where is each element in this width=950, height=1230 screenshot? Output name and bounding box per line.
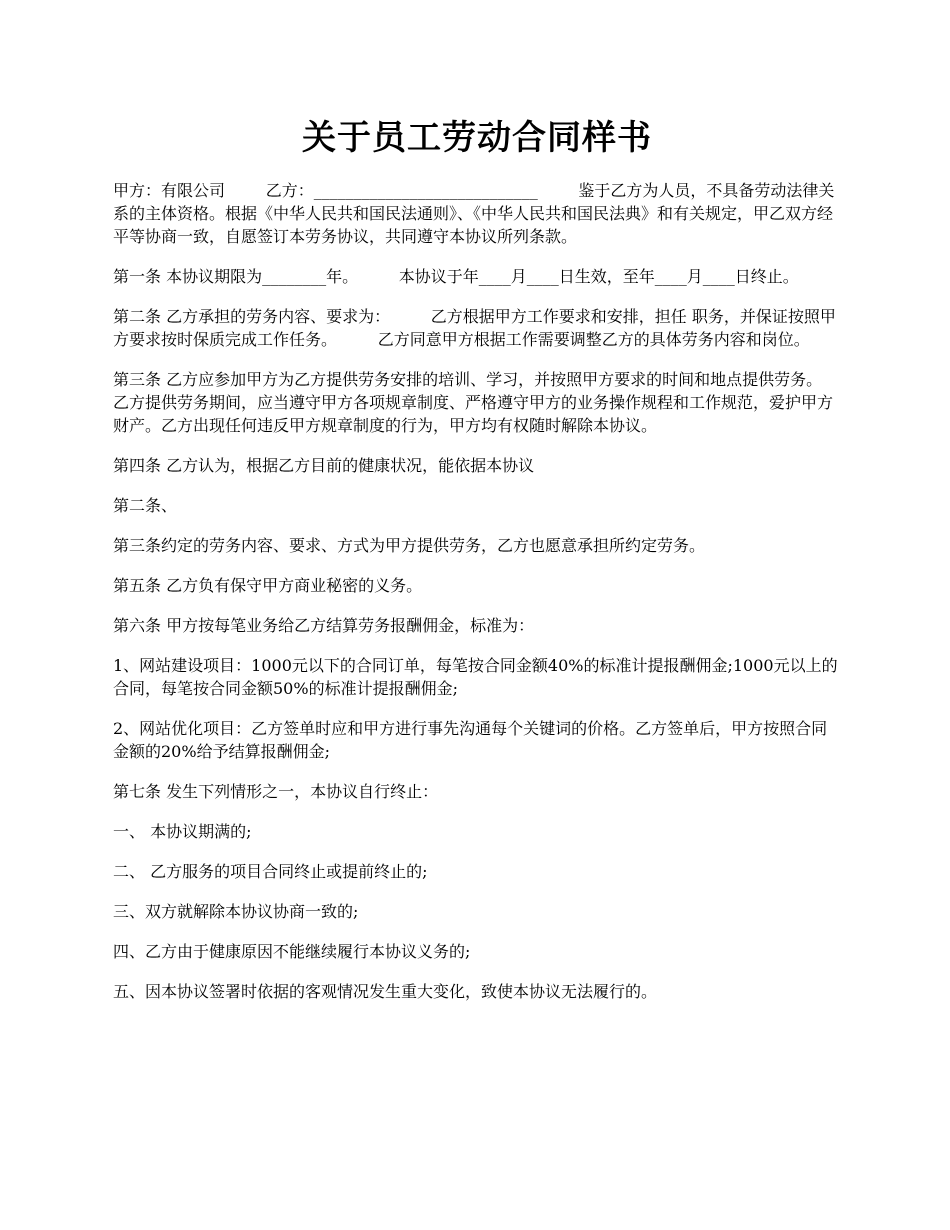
paragraph-termination-2: 二、 乙方服务的项目合同终止或提前终止的; bbox=[113, 862, 428, 881]
paragraph-termination-1: 一、 本协议期满的; bbox=[113, 822, 252, 841]
paragraph-article-4-cont-b: 第三条约定的劳务内容、要求、方式为甲方提供劳务，乙方也愿意承担所约定劳务。 bbox=[113, 536, 706, 555]
paragraph-termination-5: 五、因本协议签署时依据的客观情况发生重大变化，致使本协议无法履行的。 bbox=[113, 982, 658, 1001]
paragraph-termination-3: 三、双方就解除本协议协商一致的; bbox=[113, 902, 359, 921]
paragraph-termination-4: 四、乙方由于健康原因不能继续履行本协议义务的; bbox=[113, 942, 471, 961]
document-body bbox=[113, 179, 863, 1003]
paragraph-preamble: 甲方：有限公司 乙方：____________________________ 鉴于乙方为人员，不具备劳动法律关系的主体资格。根据《中华人民共和国民法通则》、《中华人民共和国民法典》和有关规定，甲乙双方经平等协商一致，自愿签订本劳务协议，共同遵守本协议所列条款。 bbox=[113, 181, 835, 246]
paragraph-article-6: 第六条 甲方按每笔业务给乙方结算劳务报酬佣金，标准为： bbox=[113, 616, 535, 635]
document-page bbox=[113, 0, 863, 1020]
document-title: 关于员工劳动合同样书 bbox=[302, 118, 652, 158]
paragraph-article-5: 第五条 乙方负有保守甲方商业秘密的义务。 bbox=[113, 576, 423, 595]
paragraph-item-website-build: 1、网站建设项目：1000元以下的合同订单，每笔按合同金额40%的标准计提报酬佣金;1000元以上的合同，每笔按合同金额50%的标准计提报酬佣金; bbox=[113, 656, 838, 698]
paragraph-article-3: 第三条 乙方应参加甲方为乙方提供劳务安排的培训、学习，并按照甲方要求的时间和地点提供劳务。 乙方提供劳务期间，应当遵守甲方各项规章制度、严格遵守甲方的业务操作规程和工作规范，爱护甲方财产。乙方出现任何违反甲方规章制度的行为，甲方均有权随时解除本协议。 bbox=[113, 370, 863, 435]
paragraph-article-4: 第四条 乙方认为，根据乙方目前的健康状况，能依据本协议 bbox=[113, 456, 535, 475]
paragraph-article-7: 第七条 发生下列情形之一，本协议自行终止： bbox=[113, 782, 439, 801]
paragraph-article-4-cont-a: 第二条、 bbox=[113, 496, 178, 515]
paragraph-article-2: 第二条 乙方承担的劳务内容、要求为： 乙方根据甲方工作要求和安排，担任 职务，并保证按照甲方要求按时保质完成工作任务。 乙方同意甲方根据工作需要调整乙方的具体劳务内容和岗位。 bbox=[113, 307, 836, 349]
paragraph-article-1: 第一条 本协议期限为________年。 本协议于年____月____日生效，至年____月____日终止。 bbox=[113, 267, 799, 286]
paragraph-item-website-seo: 2、网站优化项目：乙方签单时应和甲方进行事先沟通每个关键词的价格。乙方签单后，甲方按照合同金额的20%给予结算报酬佣金; bbox=[113, 719, 828, 761]
